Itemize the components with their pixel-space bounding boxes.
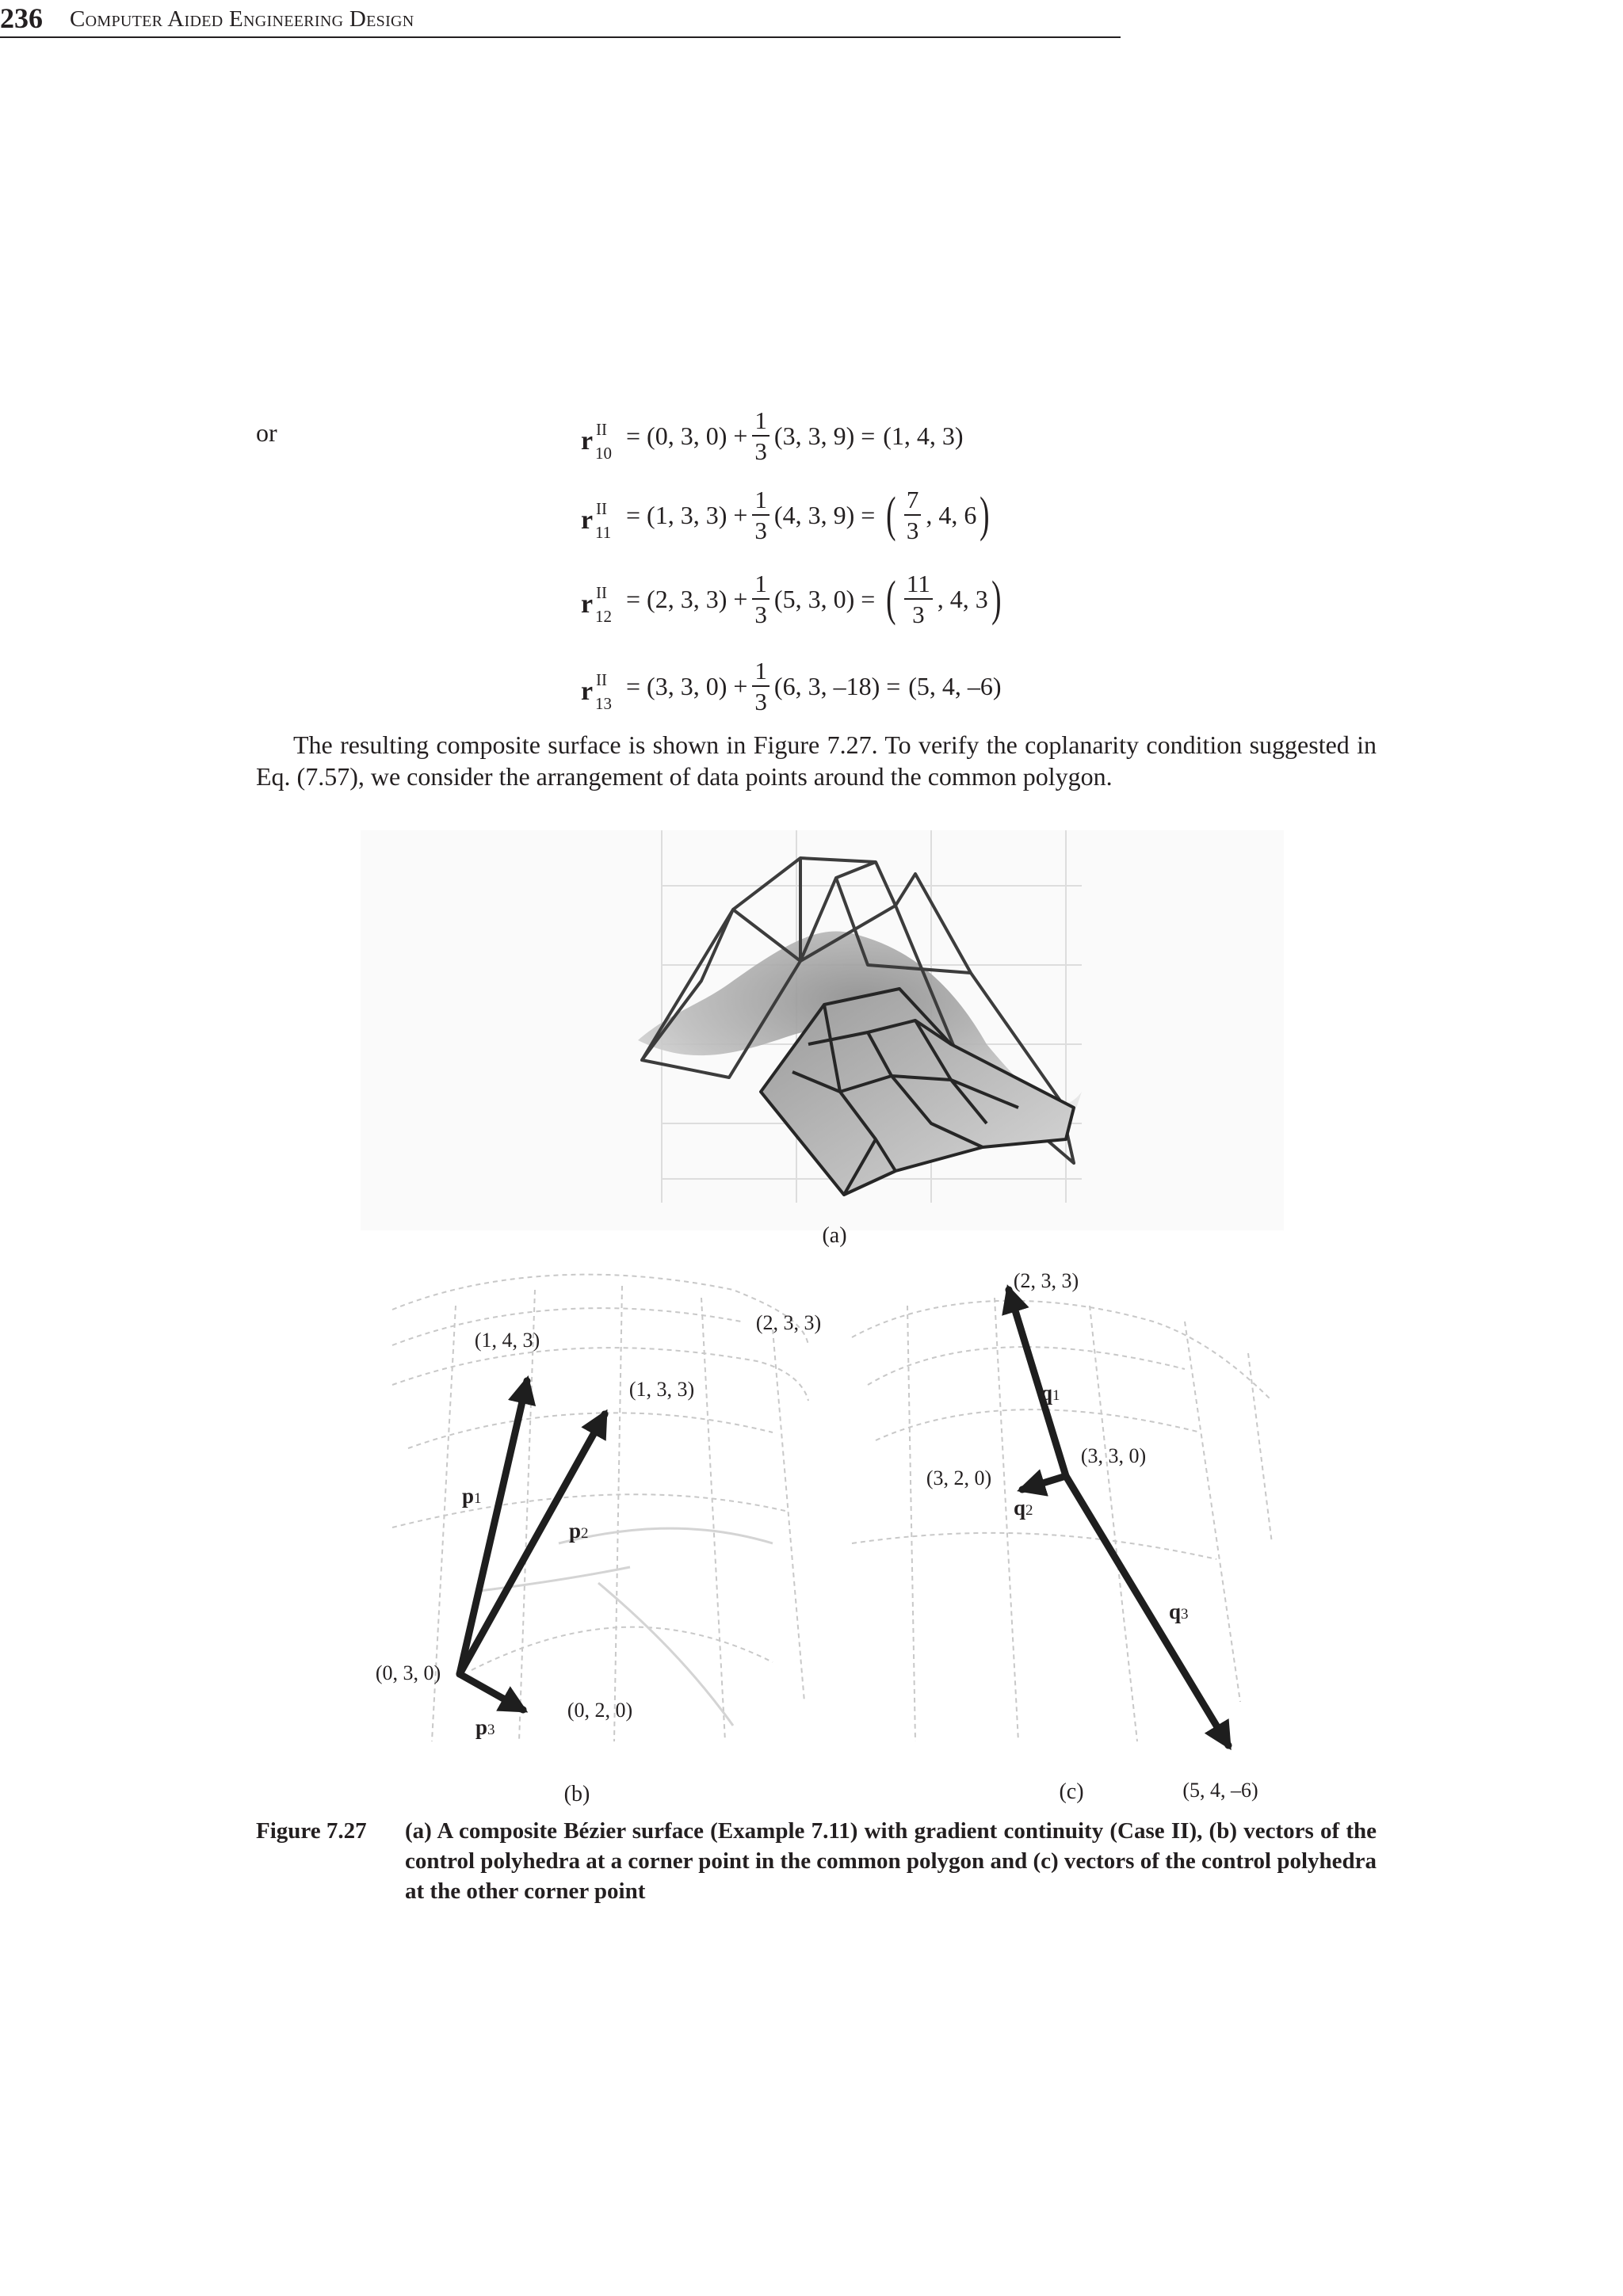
point-label: (2, 3, 3) (1013, 1269, 1079, 1292)
equation-base: = (2, 3, 3) + (626, 584, 748, 613)
subscript: 11 (595, 523, 612, 542)
panel-label-b: (b) (563, 1782, 590, 1806)
running-header (0, 0, 1121, 38)
point-label: (1, 3, 3) (628, 1378, 695, 1401)
fraction: $\frac{1}{3}$ (752, 571, 769, 627)
vector-label-q3: q3 (1169, 1600, 1189, 1623)
superscript: II (596, 583, 607, 602)
subscript: 13 (595, 694, 612, 713)
running-title: Computer Aided Engineering Design (70, 6, 414, 32)
equation-vector: (5, 3, 0) = (773, 584, 876, 613)
vector-symbol: r (581, 426, 594, 456)
equation-result: (5, 4, –6) (908, 671, 1002, 700)
panel-label-c: (c) (1059, 1779, 1084, 1804)
equation-vector: (6, 3, –18) = (773, 671, 901, 700)
result-fraction: $\frac{11}{3}$ (904, 571, 933, 627)
equation-lhs (579, 654, 622, 718)
equation-vector: (4, 3, 9) = (773, 500, 876, 529)
right-paren: ) (991, 572, 1002, 626)
fraction: $\frac{1}{3}$ (752, 658, 769, 714)
result-tail: , 4, 6 (926, 500, 977, 529)
left-paren: ( (886, 572, 896, 626)
point-label: (1, 4, 3) (474, 1329, 540, 1352)
point-label: (3, 2, 0) (926, 1466, 992, 1489)
figure-graphic (361, 830, 1284, 1806)
equation-vector: (3, 3, 9) = (773, 421, 876, 450)
left-paren: ( (886, 488, 896, 542)
fraction: $\frac{1}{3}$ (752, 408, 769, 463)
subscript: 12 (595, 607, 612, 626)
caption-label: Figure 7.27 (256, 1818, 367, 1844)
point-label: (2, 3, 3) (755, 1311, 822, 1334)
vector-label-p3: p3 (475, 1715, 495, 1739)
subscript: 10 (595, 444, 612, 463)
point-label: (5, 4, –6) (1182, 1779, 1258, 1802)
figure-7-27 (361, 830, 1284, 1806)
superscript: II (596, 670, 607, 689)
superscript: II (596, 499, 607, 518)
paragraph-text: The resulting composite surface is shown in Figure 7.27. To verify the coplanarity condition suggested in Eq. (7.57), we consider the arrangement of data points around the common polygon. (256, 730, 1377, 791)
vector-label-p1: p1 (462, 1484, 482, 1508)
right-paren: ) (980, 488, 990, 542)
vector-symbol: r (581, 677, 594, 706)
equation-base: = (1, 3, 3) + (626, 500, 748, 529)
equation-lhs (579, 483, 622, 547)
caption-text: (a) A composite Bézier surface (Example 7.11) with gradient continuity (Case II), (b) vectors of the control polyhedra at a corner point in the common polygon and (c) vectors of the control polyhedra at the other corner point (405, 1818, 1377, 1904)
equation-result: (1, 4, 3) (883, 421, 964, 450)
vector-label-p2: p2 (569, 1519, 589, 1543)
vector-symbol: r (581, 505, 594, 535)
equation-base: = (0, 3, 0) + (626, 421, 748, 450)
result-fraction: $\frac{7}{3}$ (904, 487, 922, 543)
equation-lhs (579, 404, 622, 467)
fraction: $\frac{1}{3}$ (752, 487, 769, 543)
point-label: (0, 3, 0) (375, 1661, 441, 1684)
equation-base: = (3, 3, 0) + (626, 671, 748, 700)
body-paragraph (256, 729, 1377, 792)
point-label: (3, 3, 0) (1080, 1444, 1147, 1467)
panel-c-background (836, 1274, 1284, 1749)
vector-label-q2: q2 (1014, 1496, 1033, 1520)
vector-label-q1: q1 (1041, 1381, 1060, 1405)
result-tail: , 4, 3 (937, 584, 988, 613)
equation-lhs (579, 567, 622, 631)
vector-symbol: r (581, 589, 594, 619)
intro-word: or (256, 418, 277, 447)
point-label: (0, 2, 0) (567, 1699, 633, 1722)
panel-label-a: (a) (822, 1223, 847, 1248)
page-number: 236 (0, 2, 43, 34)
superscript: II (596, 420, 607, 439)
